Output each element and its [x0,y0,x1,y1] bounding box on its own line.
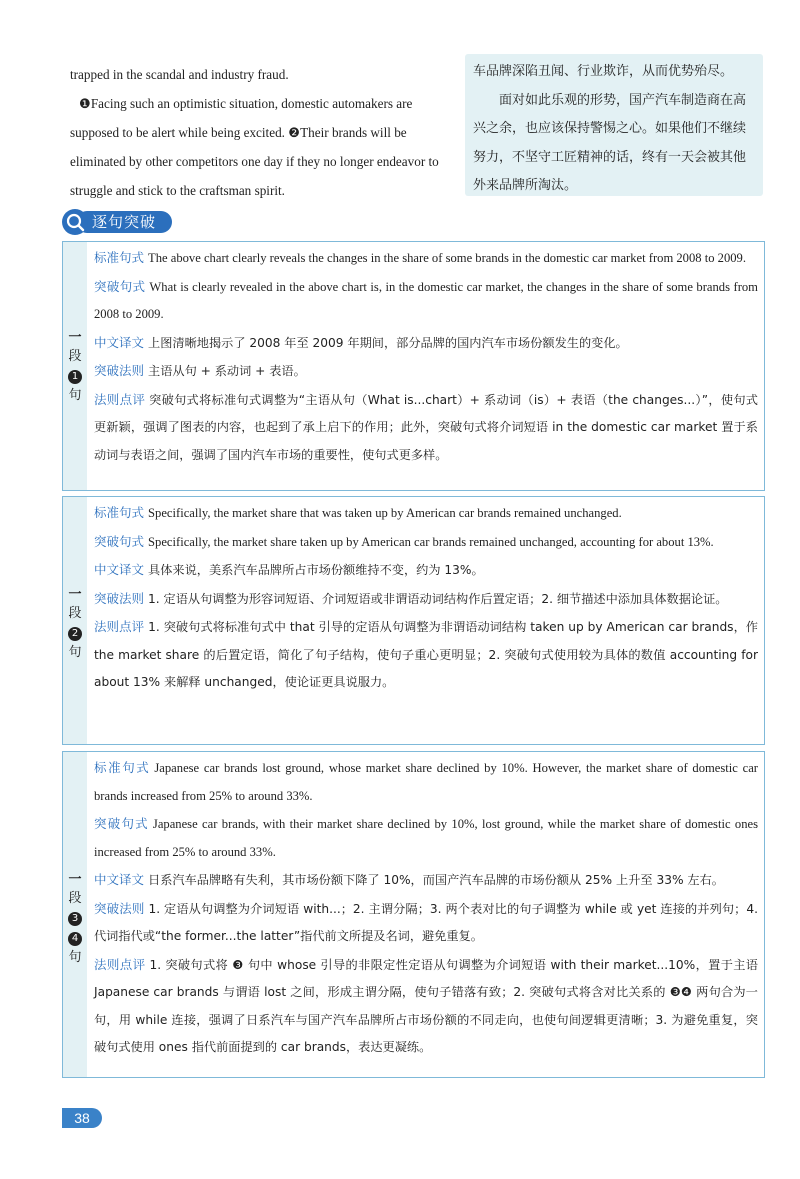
breakthrough-row [94,528,758,557]
rule-text: 主语从句 + 系动词 + 表语。 [148,364,306,378]
side-char-ju: 句 [68,388,82,403]
side-char-duan: 段 [68,349,82,364]
comment-text: 突破句式将标准句式调整为“主语从句（What is...chart）+ 系动词（is）+ 表语（the changes...）”，使句式更新颖，强调了图表的内容，也起到了承上启下的作用；此外，突破句式将介词短语 in the domestic car market 置于系动词与表语之间，强调了国内汽车市场的重要性，使句式更多样。 [94,392,758,462]
breakthrough-row [94,810,758,866]
translation-text: 具体来说，美系汽车品牌所占市场份额维持不变，约为 13%。 [148,563,484,577]
rule-label: 突破法则 [94,363,145,378]
translation-row [94,866,758,895]
comment-row [94,613,758,697]
sentence-number-badge: 4 [68,932,82,946]
comment-row [94,951,758,1062]
comment-label: 法则点评 [94,956,146,972]
rule-text: 1. 定语从句调整为介词短语 with...；2. 主谓分隔；3. 两个表对比的句子调整为 while 或 yet 连接的并列句；4. 代词指代或“the former...the latter”指代前文所提及名词，避免重复。 [94,901,758,943]
section-title: 逐句突破 [92,213,157,231]
standard-label: 标准句式 [94,250,145,265]
side-char-duan: 段 [68,606,82,621]
standard-row [94,499,758,528]
side-dash: 一 [68,330,82,345]
side-label [63,870,87,967]
side-char-ju: 句 [68,950,82,965]
comment-row [94,386,758,470]
sentence-number-badge: 2 [68,627,82,641]
comment-label: 法则点评 [94,391,146,407]
side-char-duan: 段 [68,891,82,906]
sentence-number-badge: 1 [68,370,82,384]
translation-row [94,329,758,358]
translation-row [94,556,758,585]
sentence-block-1 [62,241,765,491]
standard-row [94,244,758,273]
side-char-ju: 句 [68,645,82,660]
section-header [62,209,172,235]
side-dash: 一 [68,587,82,602]
magnifier-icon [62,209,88,235]
comment-label: 法则点评 [94,619,145,634]
translation-text: 上图清晰地揭示了 2008 年至 2009 年期间，部分品牌的国内汽车市场份额发生的变化。 [148,335,628,350]
page-number: 38 [62,1108,102,1128]
translation-label: 中文译文 [94,334,145,350]
breakthrough-label: 突破句式 [94,533,145,549]
standard-row [94,754,758,810]
translation-label: 中文译文 [94,872,145,887]
standard-label: 标准句式 [94,505,145,520]
breakthrough-text: What is clearly revealed in the above chart is, in the domestic car market, the changes in the share of some brands from 2008 to 2009. [94,279,758,321]
block-content [94,499,758,697]
rule-row [94,357,758,386]
chinese-paragraph-1: 车品牌深陷丑闻、行业欺诈，从而优势殆尽。 [473,64,734,79]
top-chinese-translation-box [465,54,763,196]
side-label [63,585,87,662]
sentence-number-badge: 3 [68,912,82,926]
block-content [94,754,758,1062]
rule-row [94,585,758,614]
standard-text: The above chart clearly reveals the changes in the share of some brands in the domestic car market from 2008 to 2009. [148,251,747,265]
comment-text: 1. 突破句式将 ❸ 句中 whose 引导的非限定性定语从句调整为介词短语 with their market...10%，置于主语 Japanese car brands 与谓语 lost 之间，形成主谓分隔，使句子错落有致；2. 突破句式将含对比关系的 ❸❹ 两句合为一句，用 while 连接，强调了日系汽车与国产汽车品牌所占市场份额的不同走向，也使句间逻辑更清晰；3. 为避免重复，突破句式使用 ones 指代前面提到的 car brands，表达更凝练。 [94,957,758,1054]
english-paragraph-1: trapped in the scandal and industry fraud. [70,67,289,82]
standard-text: Specifically, the market share that was taken up by American car brands remained unchanged. [148,506,622,520]
breakthrough-text: Specifically, the market share taken up by American car brands remained unchanged, accounting for about 13%. [148,534,714,549]
translation-label: 中文译文 [94,562,145,577]
side-label [63,328,87,405]
sentence-block-2 [62,496,765,745]
comment-text: 1. 突破句式将标准句式中 that 引导的定语从句调整为非谓语动词结构 taken up by American car brands，作 the market share 的后置定语，简化了句子结构，使句子重心更明显；2. 突破句式使用较为具体的数值 accounting for about 13% 来解释 unchanged，使论证更具说服力。 [94,620,758,689]
rule-text: 1. 定语从句调整为形容词短语、介词短语或非谓语动词结构作后置定语；2. 细节描述中添加具体数据论证。 [148,591,728,606]
translation-text: 日系汽车品牌略有失利，其市场份额下降了 10%，而国产汽车品牌的市场份额从 25% 上升至 33% 左右。 [148,873,724,887]
english-paragraph-2: ❶Facing such an optimistic situation, domestic automakers are supposed to be alert while being excited. ❷Their brands will be eliminated by other competitors one day if they no longer endeavor to struggle and stick to the craftsman spirit. [70,96,439,198]
sentence-block-3 [62,751,765,1078]
top-english-text [70,60,455,205]
block-content [94,244,758,469]
rule-label: 突破法则 [94,590,145,606]
breakthrough-text: Japanese car brands, with their market share declined by 10%, lost ground, while the market share of domestic ones increased from 25% to around 33%. [94,817,758,859]
breakthrough-label: 突破句式 [94,278,146,294]
chinese-paragraph-2: 面对如此乐观的形势，国产汽车制造商在高兴之余，也应该保持警惕之心。如果他们不继续努力，不坚守工匠精神的话，终有一天会被其他外来品牌所淘汰。 [473,92,747,193]
side-dash: 一 [68,872,82,887]
standard-label: 标准句式 [94,760,151,775]
breakthrough-label: 突破句式 [94,816,149,831]
standard-text: Japanese car brands lost ground, whose market share declined by 10%. However, the market share of domestic car brands increased from 25% to around 33%. [94,761,758,803]
rule-row [94,895,758,951]
breakthrough-row [94,273,758,329]
rule-label: 突破法则 [94,900,145,916]
